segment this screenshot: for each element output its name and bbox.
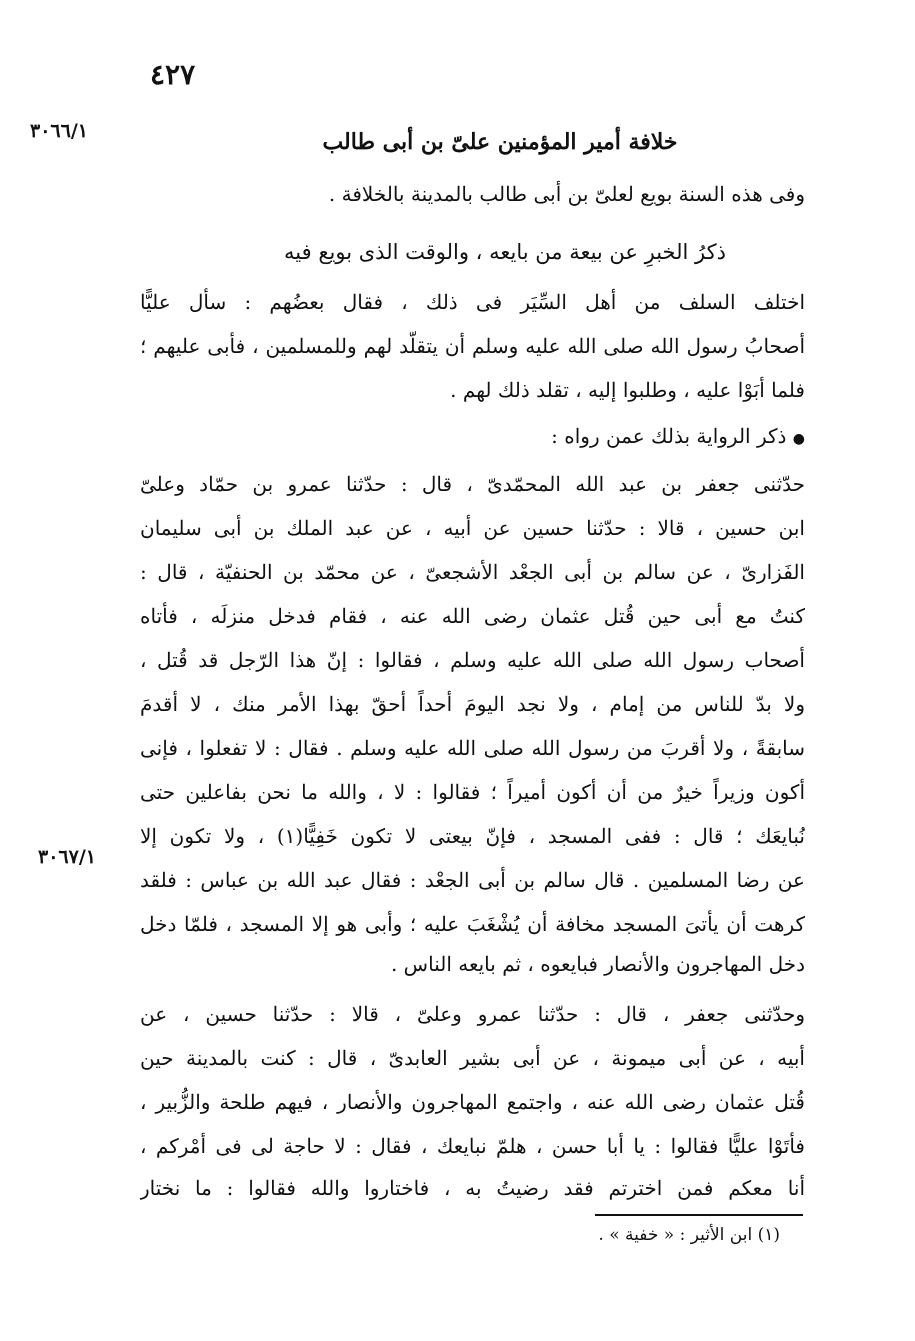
text-line: حدّثنى جعفر بن عبد الله المحمّدىّ ، قال : حدّثنا عمرو بن حمّاد وعلىّ: [140, 472, 805, 496]
text-line: ابن حسين ، قالا : حدّثنا حسين عن أبيه ، عن عبد الملك بن أبى سليمان: [140, 516, 805, 540]
section-heading: ذكرُ الخبرِ عن بيعة من بايعه ، والوقت الذى بويع فيه: [284, 240, 726, 264]
subheading-text: ذكر الرواية بذلك عمن رواه :: [551, 424, 787, 448]
margin-reference: ٣٠٦٧/١: [38, 846, 96, 868]
text-line: نُبايعَك ؛ قال : ففى المسجد ، فإنّ بيعتى لا تكون خَفِيًّا(١) ، ولا تكون إلا: [140, 824, 805, 848]
chapter-title: خلافة أمير المؤمنين علىّ بن أبى طالب: [322, 129, 678, 155]
text-line: كرهت أن يأتىَ المسجد مخافة أن يُشْغَبَ عليه ؛ وأبى هو إلا المسجد ، فلمّا دخل: [140, 912, 805, 936]
text-line: أبيه ، عن أبى ميمونة ، عن أبى بشير العابدىّ ، قال : كنت بالمدينة حين: [140, 1046, 805, 1070]
intro-line: وفى هذه السنة بويع لعلىّ بن أبى طالب بالمدينة بالخلافة .: [328, 182, 805, 206]
text-line: أنا معكم فمن اخترتم فقد رضيتُ به ، فاختاروا والله فقالوا : ما نختار: [140, 1176, 805, 1200]
text-line: دخل المهاجرون والأنصار فبايعوه ، ثم بايعه الناس .: [390, 952, 805, 976]
text-line: فأتَوْا عليًّا فقالوا : يا أبا حسن ، هلمّ نبايعك ، فقال : لا حاجة لى فى أمْركم ،: [140, 1134, 805, 1158]
text-line: أصحابُ رسول الله صلى الله عليه وسلم أن يتقلّد لهم وللمسلمين ، فأبى عليهم ؛: [140, 334, 805, 358]
subheading: [140, 414, 805, 458]
text-line: عن رضا المسلمين . قال سالم بن أبى الجعْد : فقال عبد الله بن عباس : فلقد: [140, 868, 805, 892]
page-number: ٤٢٧: [150, 58, 196, 91]
text-line: وحدّثنى جعفر ، قال : حدّثنا عمرو وعلىّ ، قالا : حدّثنا حسين ، عن: [140, 1002, 805, 1026]
bullet-mark: ●: [792, 431, 805, 447]
text-line: ولا بدّ للناس من إمام ، ولا نجد اليومَ أحداً أحقّ بهذا الأمر منك ، لا أقدمَ: [140, 692, 805, 716]
footnote: (١) ابن الأثير : « خفية » .: [598, 1225, 780, 1245]
text-line: فلما أبَوْا عليه ، وطلبوا إليه ، تقلد ذلك لهم .: [450, 378, 805, 402]
footnote-divider: [595, 1214, 803, 1216]
text-line: أكون وزيراً خيرٌ من أن أكون أميراً ؛ فقالوا : لا ، والله ما نحن بفاعلين حتى: [140, 780, 805, 804]
text-line: كنتُ مع أبى حين قُتل عثمان رضى الله عنه ، فقام فدخل منزلَه ، فأتاه: [140, 604, 805, 628]
text-line: اختلف السلف من أهل السِّيَر فى ذلك ، فقال بعضُهم : سأل عليًّا: [140, 290, 805, 314]
text-line: الفَزارىّ ، عن سالم بن أبى الجعْد الأشجعىّ ، عن محمّد بن الحنفيّة ، قال :: [140, 560, 805, 584]
text-line: سابقةً ، ولا أقربَ من رسول الله صلى الله عليه وسلم . فقال : لا تفعلوا ، فإنى: [140, 736, 805, 760]
margin-reference: ٣٠٦٦/١: [30, 120, 88, 142]
text-line: أصحاب رسول الله صلى الله عليه وسلم ، فقالوا : إنّ هذا الرّجل قد قُتل ،: [140, 648, 805, 672]
text-line: قُتل عثمان رضى الله عنه ، واجتمع المهاجرون والأنصار ، فيهم طلحة والزُّبير ،: [140, 1090, 805, 1114]
